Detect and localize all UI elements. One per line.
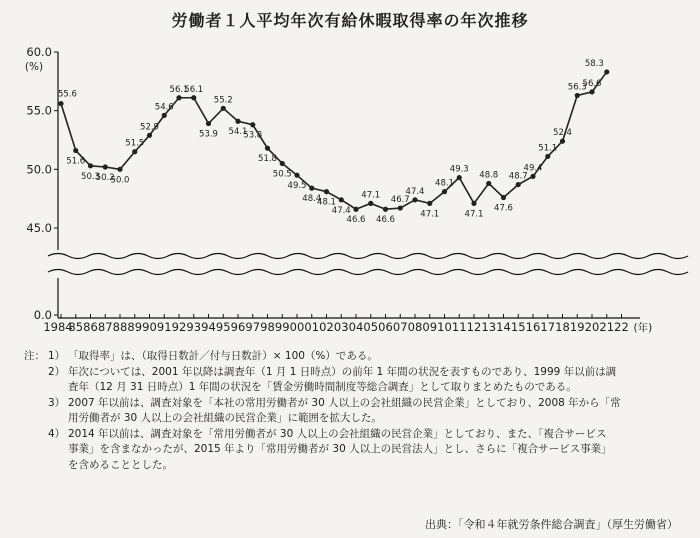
note-text: 2014 年以前は、調査対象を「常用労働者が 30 人以上の会社組織の民営企業」としており、また、「複合サービス [68, 427, 607, 440]
note-line [24, 411, 684, 427]
x-tick-label: 00 [289, 320, 305, 334]
y-unit-label: (%) [24, 61, 44, 73]
note-text: 年次については、2001 年以降は調査年（1 月 1 日時点）の前年 1 年間の状況を表すものであり、1999 年以前は調 [68, 365, 617, 378]
data-point [88, 163, 93, 168]
data-point [339, 197, 344, 202]
data-point [560, 139, 565, 144]
data-point [294, 173, 299, 178]
x-tick-label: 91 [156, 320, 172, 334]
data-point [58, 101, 63, 106]
x-tick-label: 86 [83, 320, 98, 334]
x-tick-label: 22 [614, 320, 629, 334]
note-line [24, 396, 684, 412]
x-tick-label: 06 [378, 320, 393, 334]
note-line [24, 349, 684, 365]
x-tick-label: 01 [304, 320, 320, 334]
x-tick-label: 12 [466, 320, 482, 334]
x-tick-label: 18 [555, 320, 570, 334]
notes-prefix: 注： [24, 350, 45, 362]
data-point [368, 201, 373, 206]
x-tick-label: 92 [171, 320, 187, 334]
x-tick-label: 87 [97, 320, 113, 334]
note-line [24, 458, 684, 474]
data-label: 46.6 [376, 215, 395, 226]
x-tick-label: 17 [540, 320, 556, 334]
data-point [501, 195, 506, 200]
data-label: 47.1 [361, 190, 381, 201]
data-label: 50.3 [81, 171, 100, 182]
data-point [265, 146, 270, 151]
x-tick-label: 15 [510, 320, 526, 334]
data-label: 48.1 [317, 197, 336, 208]
data-point [191, 95, 196, 100]
data-point [353, 207, 358, 212]
x-tick-label: 21 [599, 320, 615, 334]
note-line [24, 427, 684, 443]
note-number: 2） [48, 365, 66, 378]
data-label: 52.9 [140, 122, 159, 133]
y-tick-label: 45.0 [26, 221, 52, 235]
note-text: 用労働者が 30 人以上の会社組織の民営企業」に範囲を拡大した。 [68, 412, 383, 424]
data-point [442, 189, 447, 194]
x-tick-label: 07 [392, 320, 408, 334]
data-label: 49.4 [523, 163, 543, 174]
data-label: 47.6 [494, 203, 513, 214]
data-label: 47.1 [464, 209, 484, 220]
note-number: 1） [48, 350, 66, 362]
data-point [545, 154, 550, 159]
data-point [427, 201, 432, 206]
data-label: 49.3 [449, 164, 469, 175]
x-tick-label: 88 [112, 320, 128, 334]
data-label: 56.1 [169, 84, 189, 95]
data-label: 54.6 [154, 102, 174, 113]
note-text: 査年（12 月 31 日時点）1 年間の状況を「賃金労働時間制度等総合調査」として取りまとめたものである。 [68, 381, 577, 393]
x-unit-label: (年) [633, 322, 653, 334]
note-text: 事業」を含まなかったが、2015 年より「常用労働者が 30 人以上の民営法人」とし、さらに「複合サービス事業」 [68, 443, 612, 455]
data-point [221, 106, 226, 111]
x-tick-label: 90 [142, 320, 157, 334]
x-tick-label: 09 [422, 320, 438, 334]
data-label: 50.2 [95, 172, 115, 183]
data-point [250, 122, 255, 127]
data-point [206, 121, 211, 126]
x-tick-label: 11 [451, 320, 467, 334]
y-tick-label: 50.0 [26, 162, 52, 177]
data-point [530, 174, 535, 179]
data-label: 56.1 [184, 84, 204, 95]
data-point [235, 119, 240, 124]
data-point [398, 205, 403, 210]
data-label: 47.4 [405, 186, 425, 197]
data-label: 56.3 [567, 82, 587, 93]
x-tick-label: 13 [481, 320, 497, 334]
x-tick-label: 16 [525, 320, 541, 334]
data-label: 50.5 [272, 169, 292, 180]
data-label: 50.0 [110, 175, 130, 186]
x-tick-label: 95 [215, 320, 231, 334]
data-label: 55.2 [213, 95, 233, 106]
data-point [309, 186, 314, 191]
data-label: 51.8 [258, 154, 277, 165]
data-point [103, 164, 108, 169]
data-label: 51.6 [66, 156, 86, 167]
x-tick-label: 02 [319, 320, 334, 334]
data-point [132, 149, 137, 154]
x-tick-label: 04 [348, 320, 364, 334]
data-point [516, 182, 521, 187]
x-tick-label: 08 [407, 320, 423, 334]
note-text: を含めることとした。 [68, 458, 173, 471]
data-label: 48.4 [302, 194, 322, 205]
data-point [412, 197, 417, 202]
data-point [457, 175, 462, 180]
data-label: 54.1 [228, 127, 248, 138]
source-citation: 出典：「令和４年就労条件総合調査」（厚生労働省） [425, 518, 678, 531]
data-label: 51.5 [125, 138, 145, 149]
x-tick-label: 1984 [43, 320, 73, 334]
data-point [176, 95, 181, 100]
data-point [324, 189, 329, 194]
note-line [24, 365, 684, 381]
data-point [471, 201, 476, 206]
note-text: 「取得率」は、（取得日数計／付与日数計）× 100（%）である。 [68, 350, 378, 362]
data-label: 46.6 [346, 215, 366, 226]
x-tick-label: 96 [230, 320, 246, 334]
x-tick-label: 14 [496, 320, 511, 334]
data-point [162, 113, 167, 118]
x-tick-label: 94 [201, 320, 216, 334]
note-number: 3） [48, 396, 66, 409]
data-label: 48.1 [435, 178, 454, 189]
data-point [589, 89, 594, 94]
x-tick-label: 10 [437, 320, 452, 334]
data-point [147, 133, 152, 138]
y-tick-label: 60.0 [26, 45, 52, 59]
x-tick-label: 20 [584, 320, 600, 334]
x-tick-label: 97 [245, 320, 261, 334]
y-tick-label: 0.0 [33, 308, 52, 322]
data-label: 46.7 [390, 195, 410, 206]
y-tick-label: 55.0 [26, 103, 52, 118]
data-label: 52.4 [553, 128, 572, 139]
data-point [383, 207, 388, 212]
data-point [486, 181, 491, 186]
note-text: 2007 年以前は、調査対象を「本社の常用労働者が 30 人以上の会社組織の民営企業」としており、2008 年から「常 [68, 396, 621, 409]
data-label: 48.8 [479, 170, 499, 181]
data-point [280, 161, 285, 166]
data-label: 55.6 [58, 89, 77, 100]
data-label: 56.6 [582, 78, 602, 89]
notes-block [24, 349, 684, 473]
x-tick-label: 98 [260, 320, 275, 334]
x-tick-label: 89 [127, 320, 143, 334]
data-label: 47.1 [420, 209, 440, 220]
note-line [24, 380, 684, 396]
x-tick-label: 99 [274, 320, 290, 334]
note-line [24, 442, 684, 458]
data-label: 47.4 [331, 205, 351, 216]
x-tick-label: 05 [363, 320, 379, 334]
data-point [575, 93, 580, 98]
data-label: 53.8 [243, 130, 263, 141]
data-label: 58.3 [584, 58, 604, 69]
data-label: 53.9 [199, 129, 218, 140]
data-point [604, 69, 609, 74]
data-point [117, 167, 122, 172]
data-point [73, 148, 78, 153]
data-label: 48.7 [508, 171, 528, 182]
x-tick-label: 19 [569, 320, 585, 334]
x-tick-label: 85 [68, 320, 84, 334]
x-tick-label: 03 [333, 320, 349, 334]
chart-title: 労働者１人平均年次有給休暇取得率の年次推移 [171, 11, 529, 30]
data-label: 49.5 [287, 181, 307, 192]
note-number: 4） [48, 427, 66, 440]
x-tick-label: 93 [186, 320, 202, 334]
data-label: 51.1 [538, 143, 558, 154]
